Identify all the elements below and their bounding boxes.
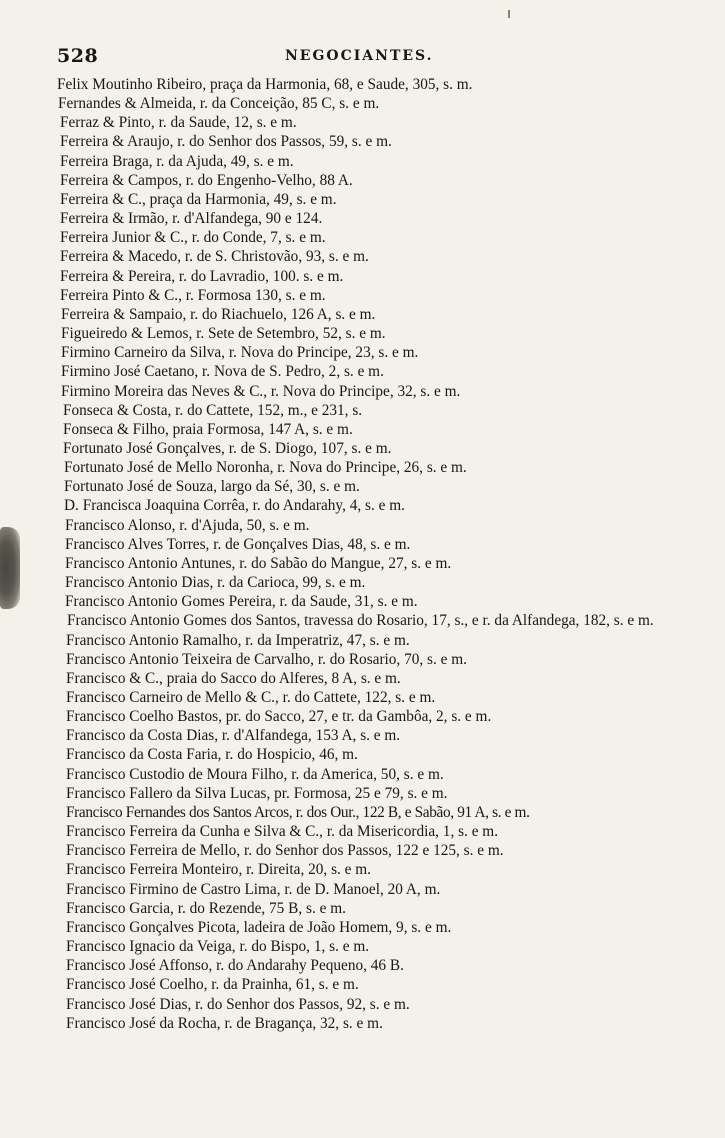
list-item: Francisco Garcia, r. do Rezende, 75 B, s. e m. (66, 899, 346, 917)
list-item: Francisco Antonio Antunes, r. do Sabão do Mangue, 27, s. e m. (65, 554, 452, 572)
list-item: Ferreira Pinto & C., r. Formosa 130, s. e m. (60, 286, 326, 304)
list-item: Francisco Ferreira Monteiro, r. Direita, 20, s. e m. (66, 861, 372, 879)
list-item: Ferreira & Sampaio, r. do Riachuelo, 126 A, s. e m. (61, 305, 376, 323)
list-item: Fortunato José Gonçalves, r. de S. Diogo, 107, s. e m. (63, 439, 392, 457)
list-item: Ferreira & Irmão, r. d'Alfandega, 90 e 124. (60, 210, 323, 228)
list-item: Francisco Coelho Bastos, pr. do Sacco, 27, e tr. da Gambôa, 2, s. e m. (66, 708, 492, 726)
list-item: Fernandes & Almeida, r. da Conceição, 85 C, s. e m. (58, 95, 380, 113)
list-item: Francisco Antonio Gomes Pereira, r. da Saude, 31, s. e m. (65, 593, 418, 611)
list-item: Francisco da Costa Faria, r. do Hospicio, 46, m. (66, 746, 358, 764)
list-item: Ferreira Braga, r. da Ajuda, 49, s. e m. (60, 152, 294, 170)
list-item: Francisco Antonio Ramalho, r. da Imperatriz, 47, s. e m. (66, 631, 410, 649)
list-item: Francisco Custodio de Moura Filho, r. da America, 50, s. e m. (66, 765, 444, 783)
list-item: Francisco Gonçalves Picota, ladeira de João Homem, 9, s. e m. (66, 918, 452, 936)
list-item: Francisco Carneiro de Mello & C., r. do Cattete, 122, s. e m. (66, 689, 436, 706)
list-item: Fonseca & Filho, praia Formosa, 147 A, s. e m. (63, 420, 353, 438)
list-item: Ferreira & Macedo, r. de S. Christovão, 93, s. e m. (60, 248, 369, 266)
list-item: Firmino Moreira das Neves & C., r. Nova do Principe, 32, s. e m. (61, 382, 461, 400)
list-item: Ferreira & Araujo, r. do Senhor dos Passos, 59, s. e m. (60, 133, 392, 151)
list-item: D. Francisca Joaquina Corrêa, r. do Andarahy, 4, s. e m. (64, 497, 405, 515)
list-item: Francisco Firmino de Castro Lima, r. de D. Manoel, 20 A, m. (66, 880, 441, 898)
list-item: Francisco Antonio Teixeira de Carvalho, r. do Rosario, 70, s. e m. (66, 650, 467, 668)
list-item: Francisco Alves Torres, r. de Gonçalves Dias, 48, s. e m. (65, 535, 411, 553)
list-item: Francisco Ferreira de Mello, r. do Senhor dos Passos, 122 e 125, s. e m. (66, 842, 504, 860)
list-item: Figueiredo & Lemos, r. Sete de Setembro, 52, s. e m. (61, 325, 386, 343)
list-item: Francisco Antonio Dias, r. da Carioca, 99, s. e m. (65, 574, 366, 592)
list-item: Fortunato José de Mello Noronha, r. Nova do Principe, 26, s. e m. (64, 459, 467, 477)
list-item: Francisco José Coelho, r. da Prainha, 61, s. e m. (66, 976, 359, 994)
list-item: Ferraz & Pinto, r. da Saude, 12, s. e m. (60, 114, 297, 132)
list-item: Francisco Ignacio da Veiga, r. do Bispo, 1, s. e m. (66, 938, 370, 956)
running-head: NEGOCIANTES. (285, 48, 434, 64)
list-item: Fortunato José de Souza, largo da Sé, 30, s. e m. (64, 478, 360, 496)
list-item: Felix Moutinho Ribeiro, praça da Harmonia, 68, e Saude, 305, s. m. (57, 76, 473, 93)
list-item: Francisco da Costa Dias, r. d'Alfandega, 153 A, s. e m. (66, 727, 401, 745)
list-item: Ferreira Junior & C., r. do Conde, 7, s. e m. (60, 229, 326, 247)
list-item: Francisco Alonso, r. d'Ajuda, 50, s. e m. (65, 516, 310, 534)
list-item: Francisco José Affonso, r. do Andarahy Pequeno, 46 B. (66, 957, 404, 975)
list-item: Francisco José da Rocha, r. de Bragança, 32, s. e m. (66, 1014, 383, 1032)
list-item: Ferreira & Campos, r. do Engenho-Velho, 88 A. (60, 171, 353, 189)
list-item: Francisco José Dias, r. do Senhor dos Passos, 92, s. e m. (66, 995, 410, 1013)
list-item: Fonseca & Costa, r. do Cattete, 152, m., e 231, s. (63, 401, 363, 419)
list-item: Francisco Fernandes dos Santos Arcos, r. dos Our., 122 B, e Sabão, 91 A, s. e m. (66, 803, 530, 821)
list-item: Francisco Ferreira da Cunha e Silva & C., r. da Misericordia, 1, s. e m. (66, 823, 499, 841)
paper-mark (508, 10, 510, 18)
list-item: Ferreira & Pereira, r. do Lavradio, 100. s. e m. (60, 267, 344, 285)
list-item: Ferreira & C., praça da Harmonia, 49, s. e m. (60, 190, 337, 208)
page-number: 528 (57, 45, 99, 67)
list-item: Firmino Carneiro da Silva, r. Nova do Principe, 23, s. e m. (61, 344, 419, 362)
list-item: Francisco Antonio Gomes dos Santos, travessa do Rosario, 17, s., e r. da Alfandega, 182, s. e m. (67, 612, 654, 630)
merchant-list (0, 75, 725, 1033)
page-header (57, 45, 677, 69)
list-item: Francisco Fallero da Silva Lucas, pr. Formosa, 25 e 79, s. e m. (66, 784, 448, 802)
list-item: Firmino José Caetano, r. Nova de S. Pedro, 2, s. e m. (61, 363, 384, 381)
list-item: Francisco & C., praia do Sacco do Alferes, 8 A, s. e m. (66, 669, 401, 687)
